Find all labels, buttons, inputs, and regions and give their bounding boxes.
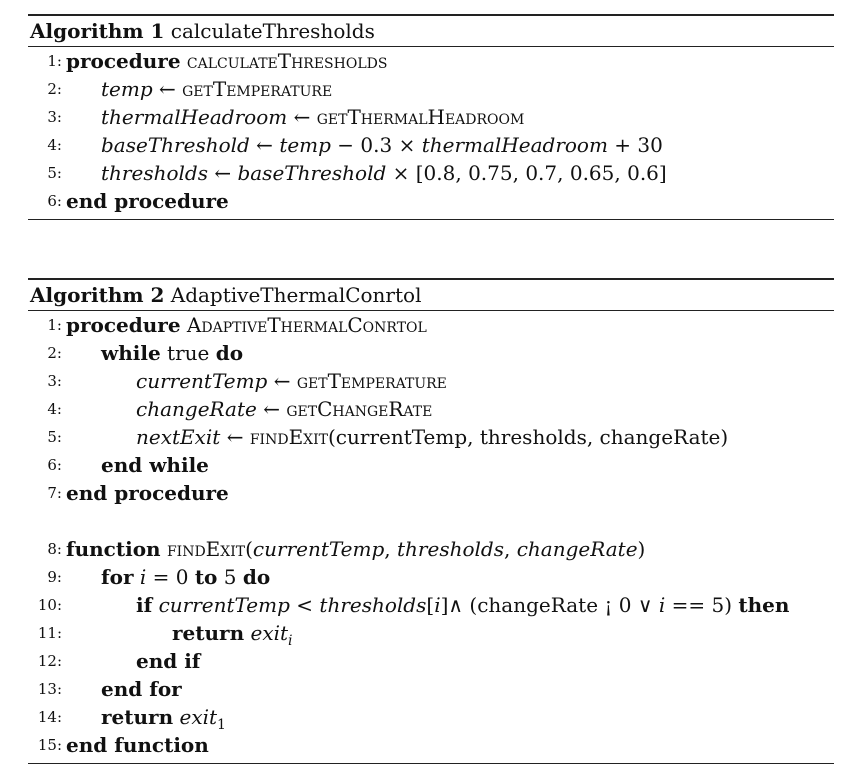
line-number: 11: bbox=[37, 624, 62, 642]
line-number: 14: bbox=[37, 708, 62, 726]
caption-name: calculateThresholds bbox=[170, 19, 375, 43]
algorithm-2-block bbox=[28, 278, 834, 764]
caption-name: AdaptiveThermalConrtol bbox=[170, 283, 422, 307]
line-number: 4: bbox=[47, 400, 62, 418]
algorithm-2-caption bbox=[28, 280, 834, 310]
line-number: 3: bbox=[47, 372, 62, 390]
code-line: 8: function findExit(currentTemp, thresholds, changeRate) bbox=[28, 535, 834, 563]
line-number: 5: bbox=[47, 428, 62, 446]
line-number: 6: bbox=[47, 456, 62, 474]
algorithm-1-block bbox=[28, 14, 834, 220]
code-line: 10: if currentTemp < thresholds[i]∧ (changeRate ¡ 0 ∨ i == 5) then bbox=[28, 591, 834, 619]
line-number: 1: bbox=[47, 52, 62, 70]
code-line: 6: end procedure bbox=[28, 187, 834, 215]
line-number: 7: bbox=[47, 484, 62, 502]
line-number: 13: bbox=[37, 680, 62, 698]
line-number: 2: bbox=[47, 344, 62, 362]
code-line: 3: currentTemp ← getTemperature bbox=[28, 367, 834, 395]
bottom-rule bbox=[28, 763, 834, 764]
line-number: 4: bbox=[47, 136, 62, 154]
line-number: 5: bbox=[47, 164, 62, 182]
code-line: 4: baseThreshold ← temp − 0.3 × thermalHeadroom + 30 bbox=[28, 131, 834, 159]
line-number: 8: bbox=[47, 540, 62, 558]
code-line: 7: end procedure bbox=[28, 479, 834, 507]
code-line: 11: return exit$_i$ bbox=[28, 619, 834, 647]
code-line: 2: while true do bbox=[28, 339, 834, 367]
code-line: 5: nextExit ← findExit(currentTemp, thresholds, changeRate) bbox=[28, 423, 834, 451]
code-line: 12: end if bbox=[28, 647, 834, 675]
code-line: 5: thresholds ← baseThreshold × [0.8, 0.75, 0.7, 0.65, 0.6] bbox=[28, 159, 834, 187]
algorithm-1-caption bbox=[28, 16, 834, 46]
code-line: 4: changeRate ← getChangeRate bbox=[28, 395, 834, 423]
code-line: 2: temp ← getTemperature bbox=[28, 75, 834, 103]
line-number: 9: bbox=[47, 568, 62, 586]
line-number: 6: bbox=[47, 192, 62, 210]
code-line: 9: for i = 0 to 5 do bbox=[28, 563, 834, 591]
code-line: 15: end function bbox=[28, 731, 834, 759]
line-number: 1: bbox=[47, 316, 62, 334]
code-line: 13: end for bbox=[28, 675, 834, 703]
caption-label: Algorithm 1 bbox=[30, 19, 165, 43]
line-number: 2: bbox=[47, 80, 62, 98]
line-number: 15: bbox=[37, 736, 62, 754]
line-number: 10: bbox=[37, 596, 62, 614]
code-line: 1: procedure AdaptiveThermalConrtol bbox=[28, 311, 834, 339]
bottom-rule bbox=[28, 219, 834, 220]
code-line: 3: thermalHeadroom ← getThermalHeadroom bbox=[28, 103, 834, 131]
caption-label: Algorithm 2 bbox=[30, 283, 165, 307]
code-line: 1: procedure calculateThresholds bbox=[28, 47, 834, 75]
line-number: 12: bbox=[37, 652, 62, 670]
code-line: 6: end while bbox=[28, 451, 834, 479]
code-line: 14: return exit$_1$ bbox=[28, 703, 834, 731]
line-number: 3: bbox=[47, 108, 62, 126]
